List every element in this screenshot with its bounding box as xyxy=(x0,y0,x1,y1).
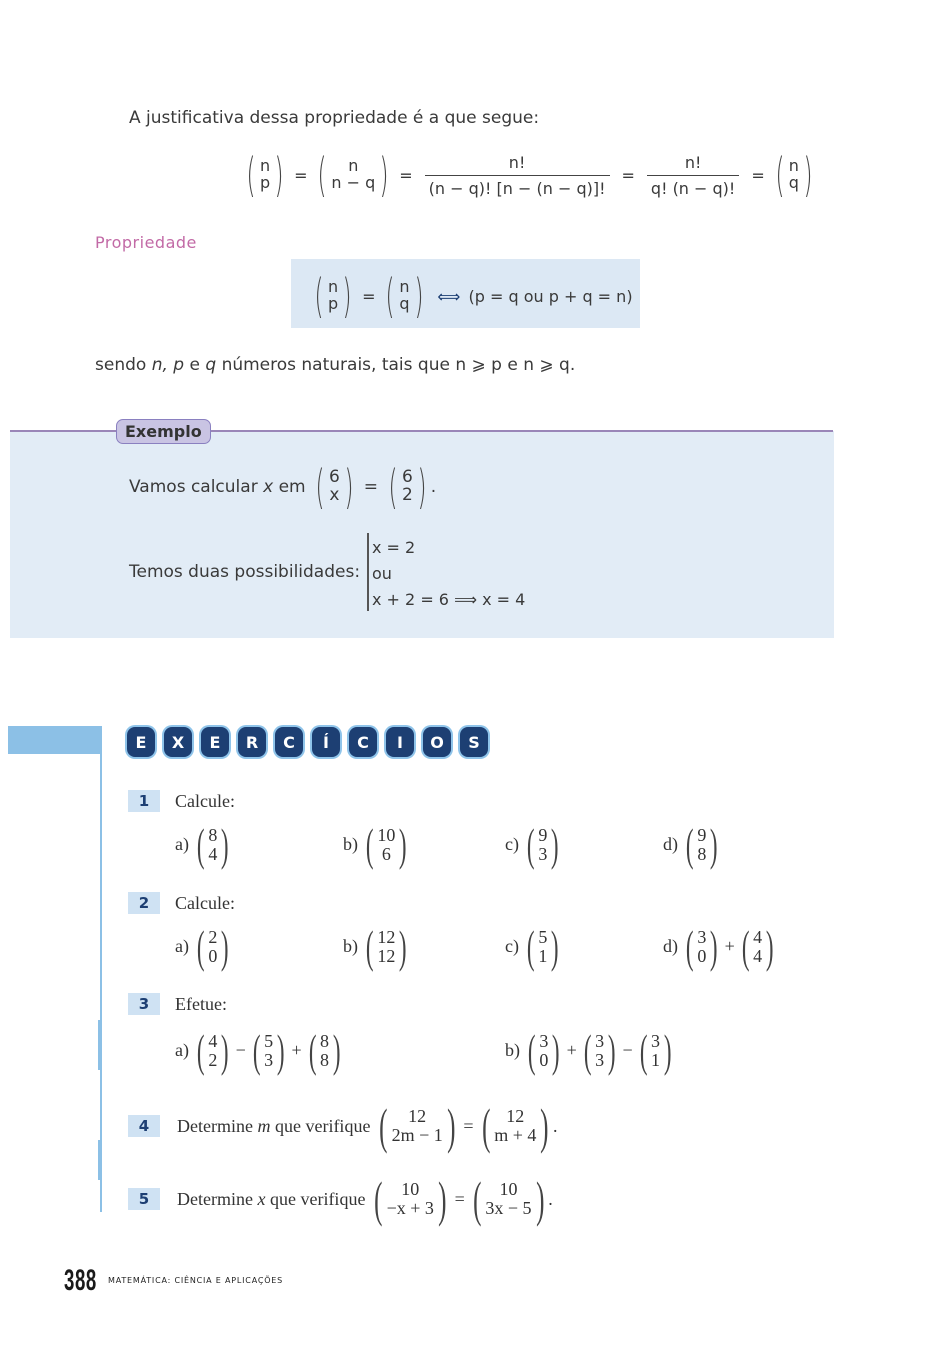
exercise-1b: b) ( 10 6 ) xyxy=(343,819,407,870)
exercise-4: 4 Determine m que verifique ( 12 2m − 1 ) = ( 12 m + 4 ) . xyxy=(128,1097,558,1155)
exercise-3b: b) ( 3 0 ) + ( 3 3 ) − ( 3 1 ) xyxy=(505,1025,672,1076)
equals-sign: = xyxy=(294,165,308,185)
exercise-1c: c) ( 9 3 ) xyxy=(505,819,559,870)
possibilities-label: Temos duas possibilidades: xyxy=(129,562,361,582)
exercise-2b: b) ( 12 12 ) xyxy=(343,921,407,972)
example-badge: Exemplo xyxy=(116,419,211,444)
cases: x = 2 ou x + 2 = 6 ⟹ x = 4 xyxy=(372,538,526,609)
binom-n-q: ( n q ) xyxy=(775,148,813,202)
example-line-1: Vamos calcular x em ( 6 x ) = ( 6 2 ) . xyxy=(129,460,437,514)
exercise-2-header: 2 Calcule: xyxy=(128,892,235,914)
exercise-2a: a) ( 2 0 ) xyxy=(175,921,229,972)
proof-equation: ( n p ) = ( n n − q ) = $\frac{n!}{(n - q)! [n - (n - q)]!}$ = $\frac{n!}{q! (n - q)!}$ = ( n q ) xyxy=(242,148,817,202)
page-number: 388 xyxy=(64,1264,97,1297)
property-condition: (p = q ou p + q = n) xyxy=(468,286,633,306)
exercise-1d: d) ( 9 8 ) xyxy=(663,819,718,870)
sendo-text: sendo n, p e q números naturais, tais que n ⩾ p e n ⩾ q. xyxy=(95,355,576,375)
brace-line xyxy=(367,533,369,611)
exercise-3-header: 3 Efetue: xyxy=(128,993,227,1015)
exercise-1a: a) ( 8 4 ) xyxy=(175,819,229,870)
exercise-2d: d) ( 3 0 ) + ( 4 4 ) xyxy=(663,921,774,972)
exercise-1-header: 1 Calcule: xyxy=(128,790,235,812)
iff-arrow: ⟺ xyxy=(437,286,461,306)
binom-n-nq: ( n n − q ) xyxy=(317,148,389,202)
exercise-3a: a) ( 4 2 ) − ( 5 3 ) + ( 8 8 ) xyxy=(175,1025,341,1076)
exercise-5: 5 Determine x que verifique ( 10 −x + 3 ) = ( 10 3x − 5 ) . xyxy=(128,1170,553,1228)
exercise-2c: c) ( 5 1 ) xyxy=(505,921,559,972)
binom-n-p: ( n p ) xyxy=(246,148,284,202)
property-equation: ( n p ) = ( n q ) ⟺ (p = q ou p + q = n) xyxy=(314,269,633,323)
header-side-bar xyxy=(8,726,102,754)
fraction-1: $\frac{n!}{(n - q)! [n - (n - q)]!}$ xyxy=(425,153,610,198)
book-title: MATEMÁTICA: CIÊNCIA E APLICAÇÕES xyxy=(108,1276,284,1285)
property-label: Propriedade xyxy=(95,233,197,252)
exercises-header: E X E R C Í C I O S xyxy=(127,727,497,757)
fraction-2: $\frac{n!}{q! (n - q)!}$ xyxy=(647,153,739,198)
intro-text: A justificativa dessa propriedade é a que segue: xyxy=(129,108,540,128)
